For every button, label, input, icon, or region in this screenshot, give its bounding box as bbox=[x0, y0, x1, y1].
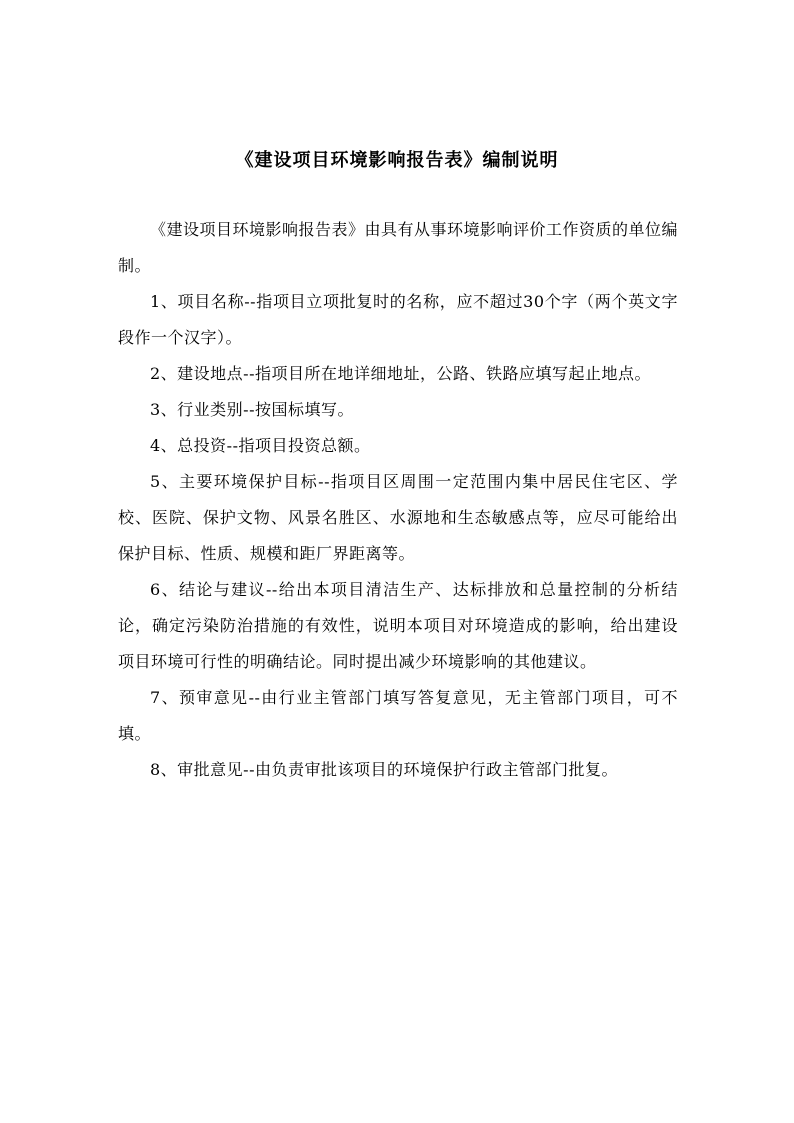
item-protection-targets: 5、主要环境保护目标--指项目区周围一定范围内集中居民住宅区、学校、医院、保护文物、风景名胜区、水源地和生态敏感点等，应尽可能给出保护目标、性质、规模和距厂界距离等。 bbox=[118, 472, 678, 563]
item-project-name: 1、项目名称--指项目立项批复时的名称，应不超过30个字（两个英文字段作一个汉字）。 bbox=[118, 292, 678, 347]
item-pre-review-opinion: 7、预审意见--由行业主管部门填写答复意见，无主管部门项目，可不填。 bbox=[118, 688, 678, 743]
intro-paragraph: 《建设项目环境影响报告表》由具有从事环境影响评价工作资质的单位编制。 bbox=[118, 220, 679, 275]
item-total-investment: 4、总投资--指项目投资总额。 bbox=[150, 436, 371, 455]
item-approval-opinion: 8、审批意见--由负责审批该项目的环境保护行政主管部门批复。 bbox=[150, 760, 618, 779]
document-body bbox=[118, 212, 678, 788]
item-construction-site: 2、建设地点--指项目所在地详细地址，公路、铁路应填写起止地点。 bbox=[150, 364, 651, 383]
item-industry-category: 3、行业类别--按国标填写。 bbox=[150, 400, 354, 419]
page-title: 《建设项目环境影响报告表》编制说明 bbox=[235, 150, 559, 171]
item-conclusions: 6、结论与建议--给出本项目清洁生产、达标排放和总量控制的分析结论，确定污染防治措施的有效性，说明本项目对环境造成的影响，给出建设项目环境可行性的明确结论。同时提出减少环境影响的其他建议。 bbox=[118, 580, 678, 671]
